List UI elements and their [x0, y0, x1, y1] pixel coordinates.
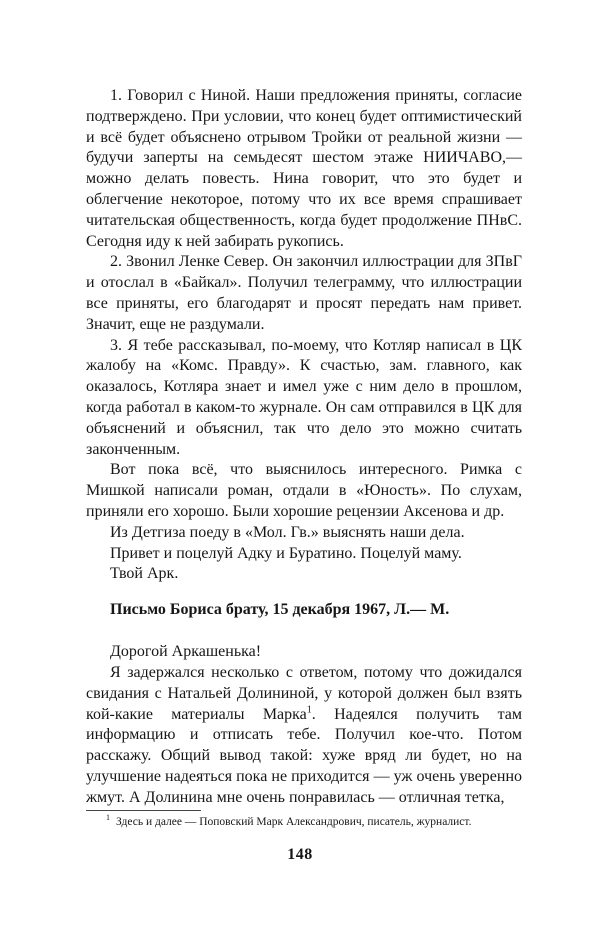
- footnote-marker: 1: [106, 813, 110, 823]
- paragraph: Вот пока всё, что выяснилось интересного. Римка с Мишкой написали роман, отдали в «Юность». По слухам, приняли его хорошо. Были хорошие рецензии Аксенова и др.: [86, 461, 522, 520]
- paragraph: 3. Я тебе рассказывал, по-моему, что Котляр написал в ЦК жалобу на «Комс. Правду». К счастью, зам. главного, как оказалось, Котляра знает и имел уже с ним дело в прошлом, когда работал в каком-то журнале. Он сам отправился в ЦК для объяснений и объяснил, так что дело это можно считать законченным.: [86, 336, 522, 458]
- paragraph: Привет и поцелуй Адку и Буратино. Поцелуй маму.: [110, 544, 462, 562]
- letter-from-arkady: [86, 86, 522, 585]
- footnote-text: [86, 815, 522, 829]
- paragraph-signature: Твой Арк.: [110, 565, 179, 583]
- paragraph: Из Детгиза поеду в «Мол. Гв.» выяснять наши дела.: [110, 523, 465, 541]
- paragraph: 1. Говорил с Ниной. Наши предложения приняты, согласие подтверждено. При условии, что конец будет оптимистический и всё будет объяснено отрывом Тройки от реальной жизни — будучи заперты на семьдесят шестом этаже НИИЧАВО,— можно делать повесть. Нина говорит, что это будет и облегчение некоторое, потому что их все время спрашивает читательская общественность, когда будет продолжение ПНвС. Сегодня иду к ней забирать рукопись.: [86, 87, 522, 250]
- paragraph-text: Я задержался несколько с ответом, потому что дожидался свидания с Натальей Долининой, у которой должен был взять кой-какие материалы Марка: [86, 663, 522, 723]
- letter-from-boris: [86, 642, 522, 808]
- paragraph-text: . Надеялся получить там информацию и отписать тебе. Получил кое-что. Потом расскажу. Общий вывод такой: хуже вряд ли будет, но на улучшение надеяться пока не приходится — уж очень уверенно жмут. А Долинина мне очень понравилась — отличная тетка,: [86, 705, 523, 806]
- footnote-ref: 1: [306, 704, 312, 716]
- paragraph: 2. Звонил Ленке Север. Он закончил иллюстрации для ЗПвГ и отослал в «Байкал». Получил телеграмму, что иллюстрации все приняты, его благодарят и просят передать нам привет. Значит, еще не раздумали.: [86, 253, 522, 333]
- salutation: Дорогой Аркашенька!: [110, 643, 262, 661]
- letter-heading: Письмо Бориса брату, 15 декабря 1967, Л.— М.: [110, 601, 450, 619]
- footnote-divider: [86, 810, 201, 811]
- paragraph: [86, 663, 522, 809]
- footnote-area: [86, 810, 522, 829]
- footnote-body: Здесь и далее — Поповский Марк Александрович, писатель, журналист.: [116, 816, 472, 828]
- page-number: 148: [287, 846, 313, 863]
